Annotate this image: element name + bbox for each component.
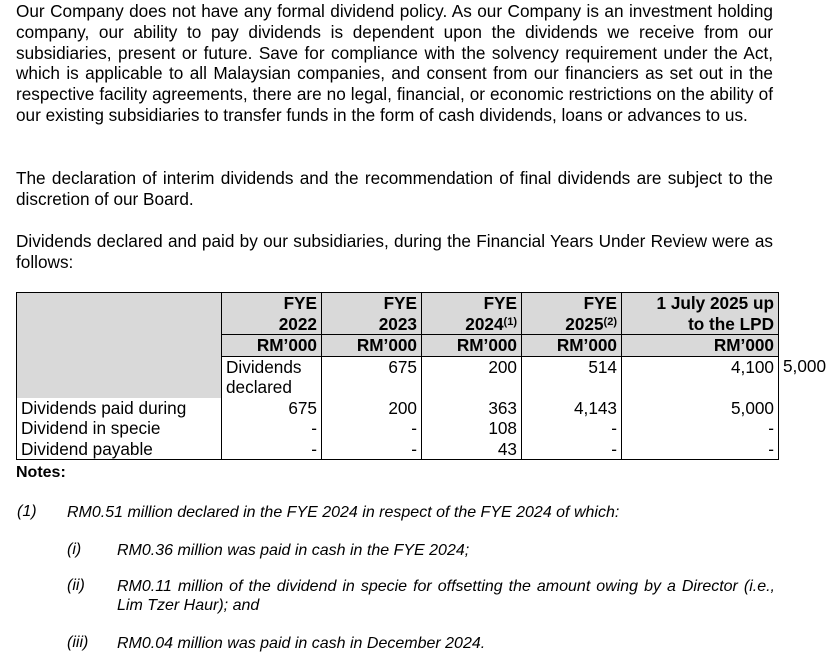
table-row	[17, 439, 779, 460]
table-cell: -	[222, 439, 322, 460]
table-cell: -	[622, 439, 779, 460]
table-cell: 4,143	[522, 398, 622, 419]
unit-header: RM’000	[622, 335, 779, 357]
col-header: FYE 2025$^{(2)}$	[522, 293, 622, 335]
table-cell: 200	[322, 398, 422, 419]
col-header: FYE 2023	[322, 293, 422, 335]
subnote-number: (i)	[67, 541, 82, 558]
footnote-ref: (2)	[603, 315, 617, 328]
col-header: FYE 2024$^{(1)}$	[422, 293, 522, 335]
table-cell: 200	[422, 356, 522, 398]
paragraph-declaration: The declaration of interim dividends and the recommendation of final dividends are subject to the discretion of our Board.	[16, 168, 773, 209]
table-cell: 108	[422, 418, 522, 439]
table-cell: 675	[222, 398, 322, 419]
row-label: Dividends paid during	[17, 398, 222, 419]
table-cell: -	[622, 418, 779, 439]
subnote-number: (iii)	[67, 634, 89, 651]
table-cell: -	[522, 439, 622, 460]
row-label: Dividends declared	[222, 356, 322, 398]
note-text: RM0.51 million declared in the FYE 2024 in respect of the FYE 2024 of which:	[67, 504, 620, 521]
subnote-number: (ii)	[67, 577, 85, 594]
table-cell: 363	[422, 398, 522, 419]
row-label: Dividend in specie	[17, 418, 222, 439]
table-cell: -	[522, 418, 622, 439]
table-cell: 514	[522, 356, 622, 398]
unit-header: RM’000	[322, 335, 422, 357]
table-row: Dividends declared 675 200 514 4,100 5,000	[17, 356, 779, 398]
subnote-text: RM0.04 million was paid in cash in December 2024.	[117, 635, 486, 652]
table-cell: -	[322, 439, 422, 460]
table-row	[17, 398, 779, 419]
subnote-text: RM0.11 million of the dividend in specie for offsetting the amount owing by a Director (i.e., Lim Tzer Haur); and	[117, 578, 775, 614]
row-label: Dividend payable	[17, 439, 222, 460]
notes-title: Notes:	[16, 464, 66, 481]
subnote-text: RM0.36 million was paid in cash in the FYE 2024;	[117, 542, 470, 559]
table-cell: 5,000	[622, 398, 779, 419]
table-cell: 675	[322, 356, 422, 398]
note-number: (1)	[17, 503, 37, 520]
table-row	[17, 418, 779, 439]
unit-header: RM’000	[222, 335, 322, 357]
table-cell: -	[222, 418, 322, 439]
footnote-ref: (1)	[503, 315, 517, 328]
unit-header: RM’000	[522, 335, 622, 357]
table-cell: 4,100	[622, 356, 779, 398]
paragraph-dividend-policy: Our Company does not have any formal dividend policy. As our Company is an investment holding company, our ability to pay dividends is dependent upon the dividends we receive from our subsidiaries, present or future. Save for compliance with the solvency requirement under the Act, which is applicable to all Malaysian companies, and consent from our financiers as set out in the respective facility agreements, there are no legal, financial, or economic restrictions on the ability of our existing subsidiaries to transfer funds in the form of cash dividends, loans or advances to us.	[16, 1, 773, 125]
unit-header: RM’000	[422, 335, 522, 357]
header-blank-cell	[17, 293, 222, 398]
table-cell: -	[322, 418, 422, 439]
col-header: 1 July 2025 up to the LPD	[622, 293, 779, 335]
dividends-table	[16, 292, 826, 460]
table-cell: 43	[422, 439, 522, 460]
col-header: FYE 2022	[222, 293, 322, 335]
paragraph-table-intro: Dividends declared and paid by our subsidiaries, during the Financial Years Under Review were as follows:	[16, 231, 773, 272]
